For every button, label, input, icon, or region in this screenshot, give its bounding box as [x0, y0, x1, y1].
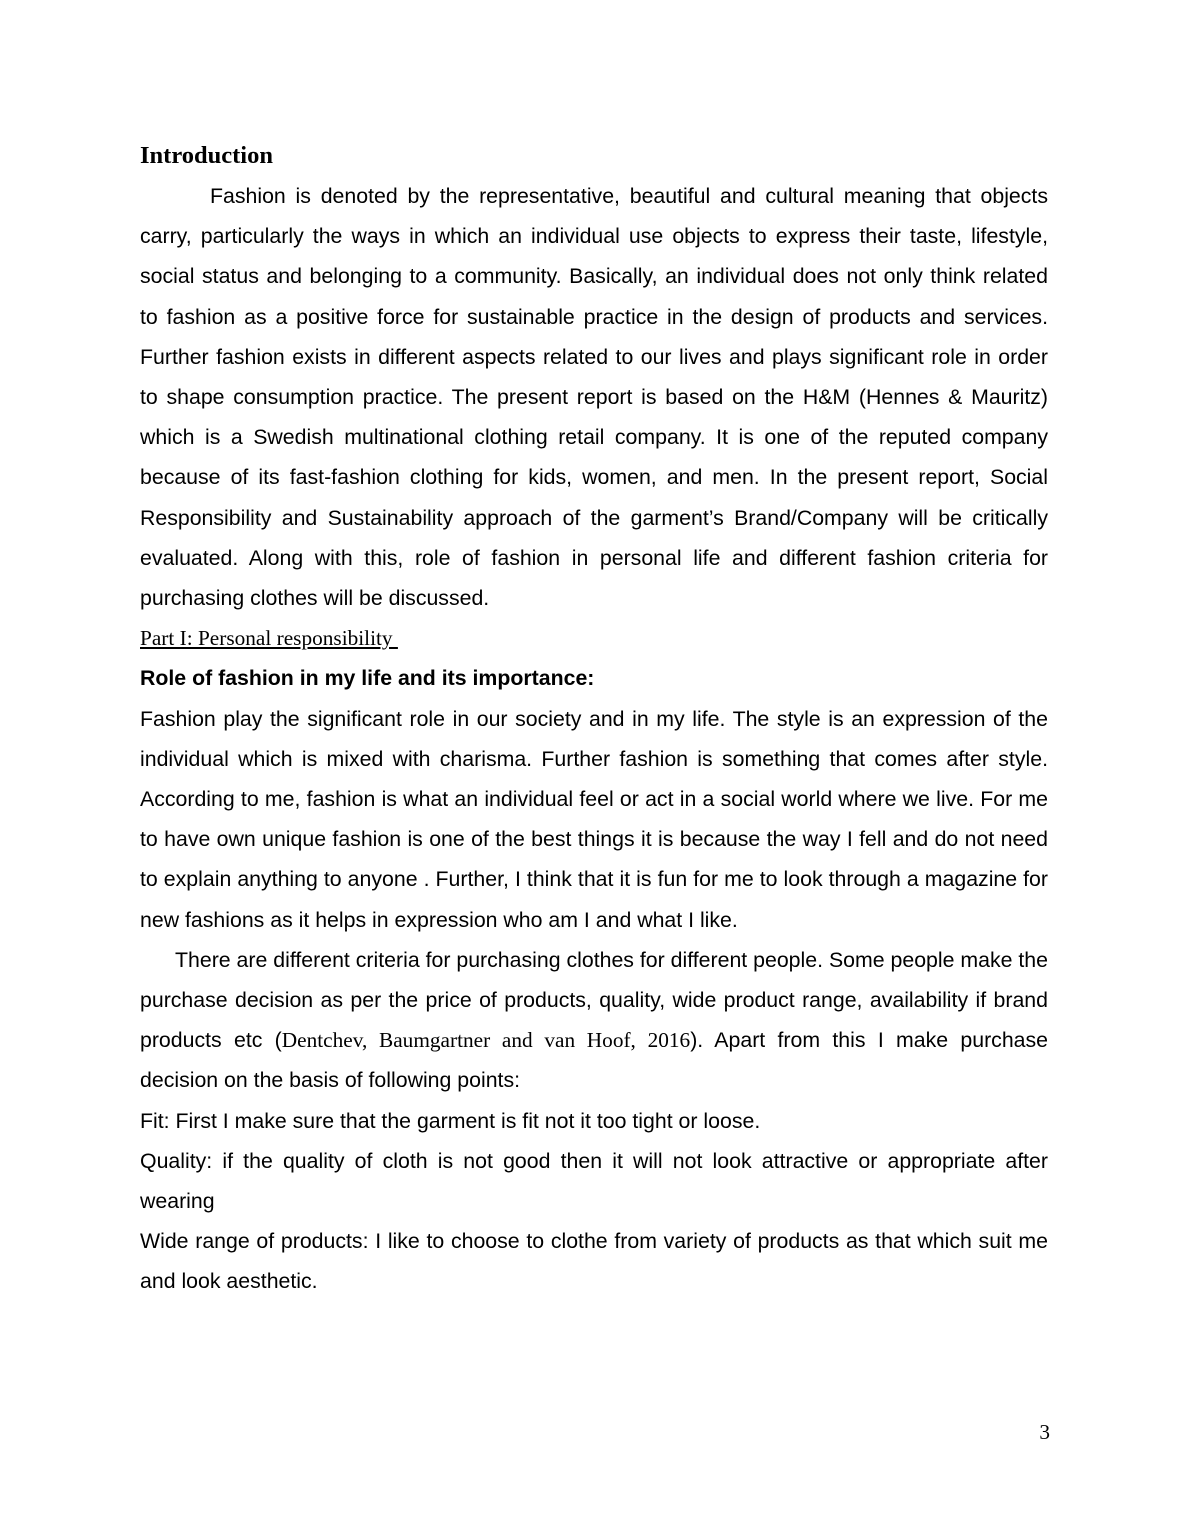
page-content — [140, 138, 1048, 1302]
quality-criterion: Quality: if the quality of cloth is not good then it will not look attractive or appropriate after wearing — [140, 1148, 1048, 1214]
role-of-fashion-paragraph: Fashion play the significant role in our society and in my life. The style is an expression of the individual which is mixed with charisma. Further fashion is something that comes after style. According to me, fashion is what an individual feel or act in a social world where we live. For me to have own unique fashion is one of the best things it is because the way I fell and do not need to explain anything to anyone . Further, I think that it is fun for me to look through a magazine for new fashions as it helps in expression who am I and what I like. — [140, 706, 1048, 932]
role-of-fashion-heading: Role of fashion in my life and its importance: — [140, 666, 595, 691]
citation: Dentchev, Baumgartner and van Hoof, 2016 — [281, 1028, 691, 1053]
purchase-criteria-paragraph — [140, 940, 1048, 1101]
introduction-heading: Introduction — [140, 142, 273, 169]
criteria-text-after-citation: ). Apart from this I make purchase decision on the basis of following points: — [140, 1028, 1049, 1093]
fit-criterion: Fit: First I make sure that the garment is fit not it too tight or loose. — [140, 1108, 761, 1133]
criteria-text-before-citation: There are different criteria for purchasing clothes for different people. Some people make the purchase decision as per the price of products, quality, wide product range, availability if brand products etc ( — [140, 947, 1048, 1053]
page-number: 3 — [1039, 1420, 1050, 1444]
part-one-heading: Part I: Personal responsibility — [140, 626, 398, 651]
product-range-criterion: Wide range of products: I like to choose to clothe from variety of products as that which suit me and look aesthetic. — [140, 1229, 1048, 1294]
introduction-paragraph: Fashion is denoted by the representative, beautiful and cultural meaning that objects carry, particularly the ways in which an individual use objects to express their taste, lifestyle, social status and belonging to a community. Basically, an individual does not only think related to fashion as a positive force for sustainable practice in the design of products and services. Further fashion exists in different aspects related to our lives and plays significant role in order to shape consumption practice. The present report is based on the H&M (Hennes & Mauritz) which is a Swedish multinational clothing retail company. It is one of the reputed company because of its fast-fashion clothing for kids, women, and men. In the present report, Social Responsibility and Sustainability approach of the garment’s Brand/Company will be critically evaluated. Along with this, role of fashion in personal life and different fashion criteria for purchasing clothes will be discussed. — [140, 184, 1048, 611]
